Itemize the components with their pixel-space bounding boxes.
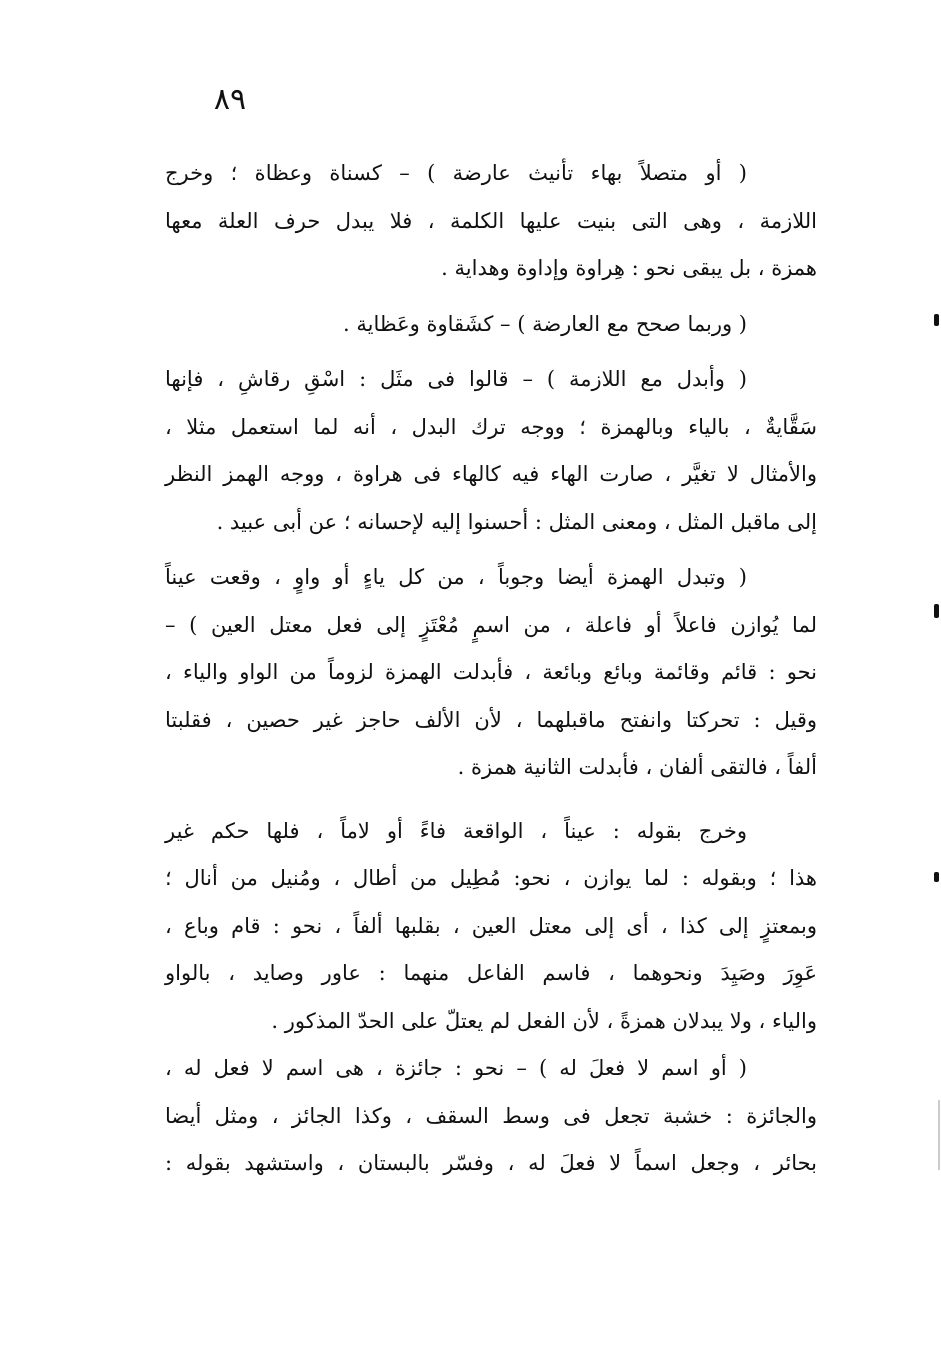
paragraph [165, 554, 817, 792]
paragraph [165, 356, 817, 546]
paragraph [165, 150, 817, 293]
text-line: ( أو متصلاً بهاء تأنيث عارضة ) – كسناة وعظاة ؛ وخرج [165, 161, 747, 185]
text-line: عَوِرَ وصَيِدَ ونحوهما ، فاسم الفاعل منهما : عاور وصايد ، بالواو [165, 961, 817, 985]
text-line: وقيل : تحركتا وانفتح ماقبلهما ، لأن الألف حاجز غير حصين ، فقلبتا [165, 707, 817, 732]
text-line: والأمثال لا تغيَّر ، صارت الهاء فيه كالهاء فى هراوة ، ووجه الهمز النظر [165, 462, 817, 486]
text-line: ( وربما صحح مع العارضة ) – كشَقاوة وعَظاية . [343, 311, 747, 336]
text-line: وخرج بقوله : عيناً ، الواقعة فاءً أو لاماً ، فلها حكم غير [165, 818, 747, 843]
text-line: والجائزة : خشبة تجعل فى وسط السقف ، وكذا الجائز ، ومثل أيضا [165, 1103, 817, 1128]
text-line: والياء ، ولا يبدلان همزةً ، لأن الفعل لم يعتلّ على الحدّ المذكور . [271, 1008, 817, 1033]
scan-edge-mark [934, 604, 939, 618]
paragraph [165, 301, 817, 349]
scan-edge-mark [934, 872, 939, 882]
text-line: وبمعتزٍ إلى كذا ، أى إلى معتل العين ، بقلبها ألفاً ، نحو : قام وباع ، [165, 913, 817, 938]
text-line: ( أو اسم لا فعلَ له ) – نحو : جائزة ، هى اسم لا فعل له ، [165, 1056, 747, 1080]
text-line: نحو : قائم وقائمة وبائع وبائعة ، فأبدلت الهمزة لزوماً من الواو والياء ، [165, 660, 817, 684]
text-line: اللازمة ، وهى التى بنيت عليها الكلمة ، فلا يبدل حرف العلة معها [165, 208, 817, 233]
page-text [165, 150, 817, 1188]
paragraph [165, 1045, 817, 1188]
scan-edge-mark [934, 314, 939, 326]
text-line: ألفاً ، فالتقى ألفان ، فأبدلت الثانية همزة . [457, 755, 817, 779]
text-line: لما يُوازن فاعلاً أو فاعلة ، من اسمٍ مُعْتَزٍ إلى فعل معتل العين ) – [165, 612, 817, 637]
text-line: بحائر ، وجعل اسماً لا فعلَ له ، وفسّر بالبستان ، واستشهد بقوله : [165, 1151, 817, 1175]
text-line: سَقَّايةٌ ، بالياء وبالهمزة ؛ ووجه ترك البدل ، أنه لما استعمل مثلا ، [165, 414, 817, 439]
text-line: ( وأبدل مع اللازمة ) – قالوا فى مثَل : اسْقِ رقاشِ ، فإنها [165, 367, 747, 391]
text-line: هذا ؛ وبقوله : لما يوازن ، نحو: مُطِيل من أطال ، ومُنيل من أنال ؛ [165, 866, 817, 890]
scan-edge-line [938, 1100, 940, 1170]
paragraph [165, 808, 817, 1046]
text-line: همزة ، بل يبقى نحو : هِراوة وإداوة وهداية . [441, 256, 817, 280]
text-line: إلى ماقبل المثل ، ومعنى المثل : أحسنوا إليه لإحسانه ؛ عن أبى عبيد . [216, 509, 817, 534]
text-line: ( وتبدل الهمزة أيضا وجوباً ، من كل ياءٍ أو واوٍ ، وقعت عيناً [165, 565, 747, 589]
page-number: ٨٩ [213, 82, 247, 117]
